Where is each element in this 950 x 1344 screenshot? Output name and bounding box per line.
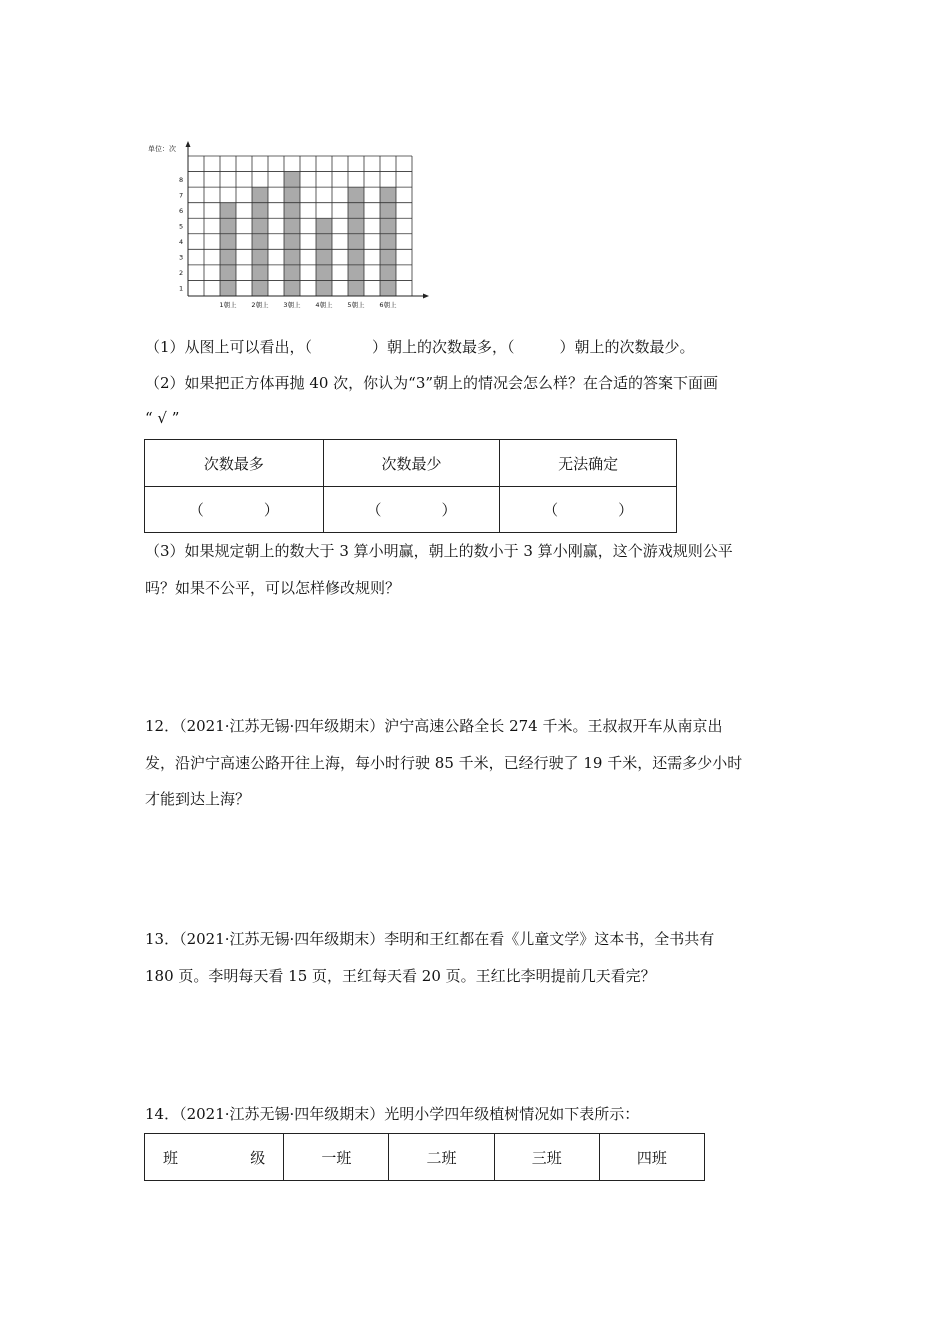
y-tick-label: 5 [179,222,184,231]
y-tick-label: 7 [179,191,184,200]
q12-line3: 才能到达上海？ [145,790,251,808]
q11-part3-line1: （3）如果规定朝上的数大于 3 算小明赢，朝上的数小于 3 算小刚赢，这个游戏规则公平 [145,542,733,560]
q14-col-4: 四班 [599,1134,704,1181]
q14-col-3: 三班 [494,1134,599,1181]
y-tick-label: 3 [179,253,184,262]
x-category-label: 2朝上 [251,301,269,309]
q11-part2-line2: “ √ ” [145,409,180,427]
bar-chart-svg [140,138,440,318]
y-tick-label: 6 [179,206,184,215]
table-header-most: 次数最多 [145,440,324,487]
q11-part2-line1: （2）如果把正方体再抛 40 次，你认为“3”朝上的情况会怎么样？在合适的答案下面画 [145,374,719,392]
table-header-least: 次数最少 [323,440,500,487]
q14-header-left: 班 [163,1148,179,1167]
x-category-label: 3朝上 [283,301,301,309]
q13-line2: 180 页。李明每天看 15 页，王红每天看 20 页。王红比李明提前几天看完？ [145,967,656,985]
table-header-uncertain: 无法确定 [500,440,677,487]
q14-table [144,1133,705,1181]
table-blank-most[interactable]: （ ） [145,487,324,533]
q14-col-2: 二班 [389,1134,494,1181]
q12-line1: 12．（2021·江苏无锡·四年级期末）沪宁高速公路全长 274 千米。王叔叔开车从南京出 [145,717,723,735]
q14-line1: 14．（2021·江苏无锡·四年级期末）光明小学四年级植树情况如下表所示： [145,1105,640,1123]
y-tick-label: 4 [179,238,184,247]
table-blank-least[interactable]: （ ） [323,487,500,533]
y-tick-label: 2 [179,269,184,278]
x-category-label: 4朝上 [315,301,333,309]
q12-line2: 发，沿沪宁高速公路开往上海，每小时行驶 85 千米，已经行驶了 19 千米，还需多少小时 [145,754,743,772]
y-axis-arrow [186,141,191,147]
q13-line1: 13．（2021·江苏无锡·四年级期末）李明和王红都在看《儿童文学》这本书，全书共有 [145,930,715,948]
q14-header-class [145,1134,284,1181]
table-blank-uncertain[interactable]: （ ） [500,487,677,533]
chart-unit-label: 单位：次 [148,145,176,153]
y-tick-label: 8 [179,175,184,184]
y-tick-label: 1 [179,284,184,293]
q11-part1: （1）从图上可以看出，（ ）朝上的次数最多，（ ）朝上的次数最少。 [145,338,695,356]
bar-2 [252,187,268,296]
x-category-label: 6朝上 [379,301,397,309]
bar-chart [140,138,440,318]
q14-col-1: 一班 [284,1134,389,1181]
bar-5 [348,187,364,296]
x-category-label: 5朝上 [347,301,365,309]
q11-part3-line2: 吗？如果不公平，可以怎样修改规则？ [145,579,401,597]
bar-4 [316,218,332,296]
x-category-label: 1朝上 [219,301,237,309]
q14-header-right: 级 [250,1148,266,1167]
x-axis-arrow [423,294,429,299]
bar-6 [380,187,396,296]
q11-answer-table [144,439,677,533]
